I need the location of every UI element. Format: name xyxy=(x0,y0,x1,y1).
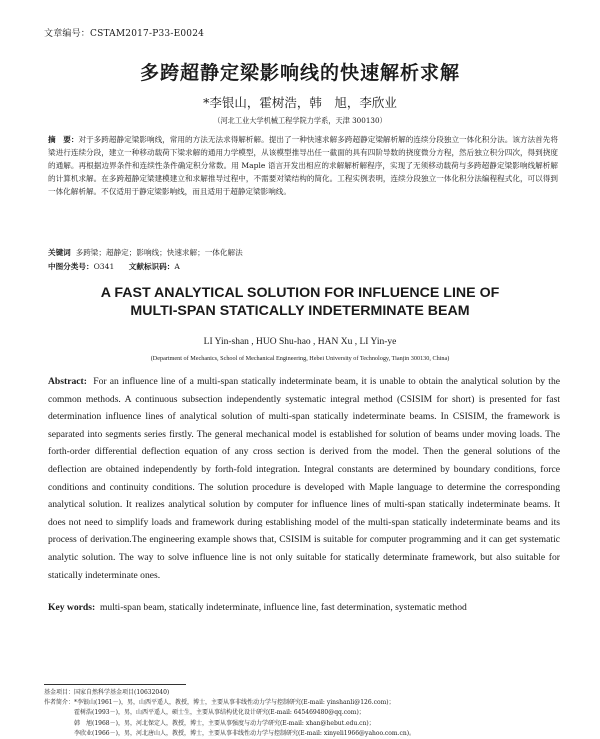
footnote-author-2: 霍树浩(1993－)，男，山西平遥人，硕士生，主要从事结构优化设计研究(E-mail: 645469480@qq.com)； xyxy=(44,709,365,717)
classification-line xyxy=(48,261,558,272)
english-authors: LI Yin-shan , HUO Shu-hao , HAN Xu , LI Yin-ye xyxy=(203,337,397,347)
footnote-funding: 基金项目：国家自然科学基金项目(10632040) xyxy=(44,689,170,696)
english-title xyxy=(0,284,600,320)
footnotes xyxy=(44,688,574,739)
english-keywords xyxy=(48,602,560,613)
chinese-abstract-text: 对于多跨超静定梁影响线，常用的方法无法求得解析解。提出了一种快速求解多跨超静定梁解析解的连续分段独立一体化积分法。该方法首先将梁进行连续分段，建立一种移动载荷下梁求解的通用力学模型，从该模型推导出任一截面的具有四阶导数的挠度微分方程，然后独立积分四次，得到挠度的通解。再根据边界条件和连续性条件确定积分常数。用 Maple 语言开发出相应的求解解析解程序，实现了无须移动载荷与多跨超静定梁影响线解析解的计算机求解。在多跨超静定梁建模建立和求解推导过程中，不需要对梁结构的简化。工程实例表明，连续分段独立一体化积分法编程程式化，可以得到一体化解析解。不仅适用于静定梁影响线，而且适用于超静定梁影响线。 xyxy=(48,135,558,196)
chinese-keywords-text: 多跨梁；超静定；影响线；快速求解；一体化解法 xyxy=(75,248,243,257)
chinese-abstract xyxy=(48,133,558,198)
class-number-label: 中图分类号： xyxy=(48,262,94,271)
footnote-divider xyxy=(44,684,186,685)
chinese-title: 多跨超静定梁影响线的快速解析求解 xyxy=(139,62,460,84)
english-abstract-label: Abstract: xyxy=(48,376,87,387)
chinese-authors: *李银山，霍树浩，韩 旭，李欣业 xyxy=(203,95,397,110)
chinese-keywords xyxy=(48,247,558,258)
english-keywords-label: Key words: xyxy=(48,602,96,613)
doc-code-label: 文献标识码： xyxy=(128,262,175,271)
english-abstract xyxy=(48,373,560,584)
footnote-author-4: 李欣业(1966－)，男，河北唐山人，教授，博士，主要从事非线性动力学与控制研究(E-mail: xinyeli1966@yahoo.com.cn)。 xyxy=(44,729,416,737)
chinese-affiliation: （河北工业大学机械工程学院力学系，天津 300130） xyxy=(213,116,387,125)
footnote-author-1: 作者简介：*李银山(1961－)，男，山西平遥人，教授，博士，主要从事非线性动力学与控制研究(E-mail: yinshanli@126.com)； xyxy=(44,699,395,707)
doc-code-value: A xyxy=(174,262,180,271)
english-abstract-text: For an influence line of a multi-span statically indeterminate beam, it is unable to obtain the analytical solution by the common methods. A continuous subsection independently systematic integral method (CSISIM for short) is presented for fast determination influence lines of analytical solution of multi-span statically indeterminate beams. In CSISIM, the framework is separated into segments series firstly. The general mechanical model is established for solution of beams under moving loads. The forth-order differential deflection equation of any cross section is derived from the model. Then the general solutions of the deflection are obtained independently by forth-fold integration. Integral constants are determined by boundary conditions, force conditions and continuity conditions. The solution procedure is developed with Maple language to determine the corresponding analytical solution. It realizes analytical solution by computer for influence lines of multi-span statically indeterminate beams. It does not need to simplify loads and framework during establishing model of the multi-span statically indeterminate beams and its process of derivation.The engineering example shows that, CSISIM is suitable for computer programming and it can get systematic analytic solution. The way to solve influence line is not only suitable for statically determinate framework, but also suitable for statically indeterminate ones. xyxy=(48,376,561,581)
article-number: 文章编号：CSTAM2017-P33-E0024 xyxy=(44,29,205,39)
english-keywords-text: multi-span beam, statically indeterminate, influence line, fast determination, systematic method xyxy=(99,602,467,613)
chinese-abstract-label: 摘 要： xyxy=(48,135,79,144)
english-affiliation: (Department of Mechanics, School of Mechanical Engineering, Hebei University of Technology, Tianjin 300130, China) xyxy=(150,355,450,362)
english-title-line-2: MULTI-SPAN STATICALLY INDETERMINATE BEAM xyxy=(130,303,470,319)
english-title-line-1: A FAST ANALYTICAL SOLUTION FOR INFLUENCE LINE OF xyxy=(100,285,500,301)
footnote-author-3: 韩 旭(1968－)，男，河北保定人，教授，博士，主要从事强度与动力学研究(E-mail: xhan@hebut.edu.cn)； xyxy=(44,719,375,727)
chinese-keywords-label: 关键词 xyxy=(48,248,71,257)
class-number-value: O341 xyxy=(93,262,115,271)
